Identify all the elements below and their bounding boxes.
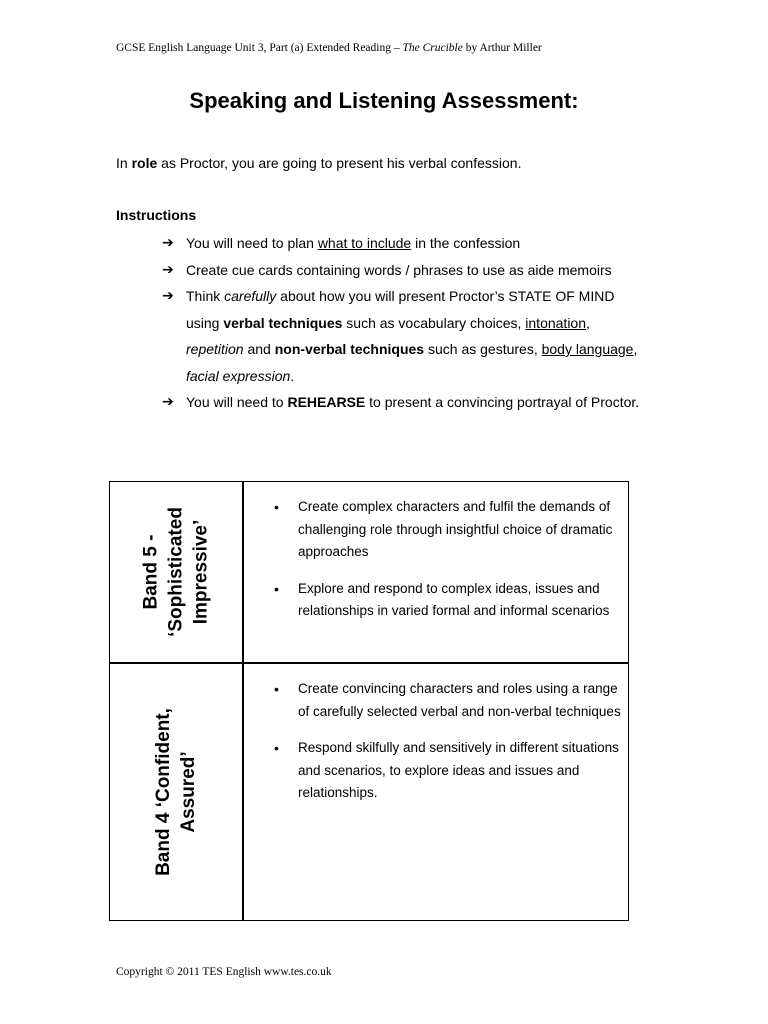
band4-label: Band 4 ‘Confident, Assured’: [153, 708, 199, 876]
band-description-cell: [246, 482, 628, 662]
header-suffix: by Arthur Miller: [462, 42, 542, 54]
instruction-text: and: [243, 341, 275, 357]
header-play-title: The Crucible: [402, 42, 463, 54]
instruction-text: ,: [633, 341, 638, 357]
instruction-item: [162, 283, 642, 389]
instruction-underline: intonation: [525, 314, 586, 331]
intro-text-1: In: [116, 155, 132, 171]
instruction-bold: verbal techniques: [223, 314, 343, 331]
band-description-cell: [246, 664, 628, 920]
band-label-cell: [110, 482, 244, 662]
instruction-bold: non-verbal techniques: [274, 341, 425, 357]
arrow-right-icon: ➔: [162, 288, 174, 304]
instruction-text: .: [290, 367, 295, 384]
document-header: [116, 42, 542, 54]
band4-criteria-list: [274, 678, 626, 819]
instruction-italic: repetition: [186, 341, 244, 357]
band5-label-line: Band 5 -: [140, 534, 162, 610]
header-prefix: GCSE English Language Unit 3, Part (a) Extended Reading –: [116, 42, 403, 54]
criteria-item: • Create complex characters and fulfil the demands of challenging role through insightful choice of dramatic approaches: [274, 496, 626, 564]
instruction-text: such as gestures,: [424, 341, 542, 357]
band5-label-line: Impressive’: [190, 519, 212, 625]
page-title: Speaking and Listening Assessment:: [189, 88, 579, 113]
intro-bold-role: role: [131, 155, 158, 171]
instructions-heading: Instructions: [116, 207, 197, 223]
table-row-band4: [110, 664, 628, 920]
intro-paragraph: [116, 155, 521, 171]
instruction-item: [162, 230, 642, 257]
instruction-item: [162, 389, 642, 416]
instruction-text: Think: [186, 288, 225, 304]
instruction-text: You will need to: [186, 394, 288, 410]
band-label-cell: [110, 664, 244, 920]
band5-criteria-list: [274, 496, 626, 637]
instruction-text: Create cue cards containing words / phrases to use as aide memoirs: [186, 261, 612, 278]
instructions-list: [162, 230, 642, 416]
criteria-item: • Respond skilfully and sensitively in different situations and scenarios, to explore ideas and issues and relationships.: [274, 737, 626, 805]
band5-label-line: ‘Sophisticated: [165, 507, 187, 637]
instruction-item: [162, 257, 642, 284]
arrow-right-icon: ➔: [162, 394, 174, 410]
instruction-text: ,: [586, 314, 590, 331]
instruction-text: such as vocabulary choices,: [342, 314, 526, 331]
instruction-text: to present a convincing portrayal of Proctor.: [365, 394, 640, 410]
table-row-band5: [110, 482, 628, 664]
criteria-item: • Explore and respond to complex ideas, issues and relationships in varied formal and informal scenarios: [274, 578, 626, 623]
instruction-italic: facial expression: [186, 367, 291, 384]
intro-text-2: as Proctor, you are going to present his verbal confession.: [157, 155, 522, 171]
assessment-table: [109, 481, 629, 921]
criteria-item: • Create convincing characters and roles using a range of carefully selected verbal and non-verbal techniques: [274, 678, 626, 723]
instruction-bold: REHEARSE: [287, 394, 366, 410]
band5-label: [139, 507, 214, 637]
arrow-right-icon: ➔: [162, 235, 174, 251]
instruction-text: in the confession: [411, 235, 521, 251]
instruction-underline: body language: [541, 341, 634, 357]
arrow-right-icon: ➔: [162, 261, 174, 278]
instruction-italic: carefully: [224, 288, 277, 304]
copyright-footer: Copyright © 2011 TES English www.tes.co.uk: [116, 966, 332, 978]
instruction-text: about how you will present Proctor’s STATE OF MIND using: [186, 288, 615, 331]
instruction-text: You will need to plan: [186, 235, 318, 251]
instruction-underline: what to include: [317, 235, 412, 251]
